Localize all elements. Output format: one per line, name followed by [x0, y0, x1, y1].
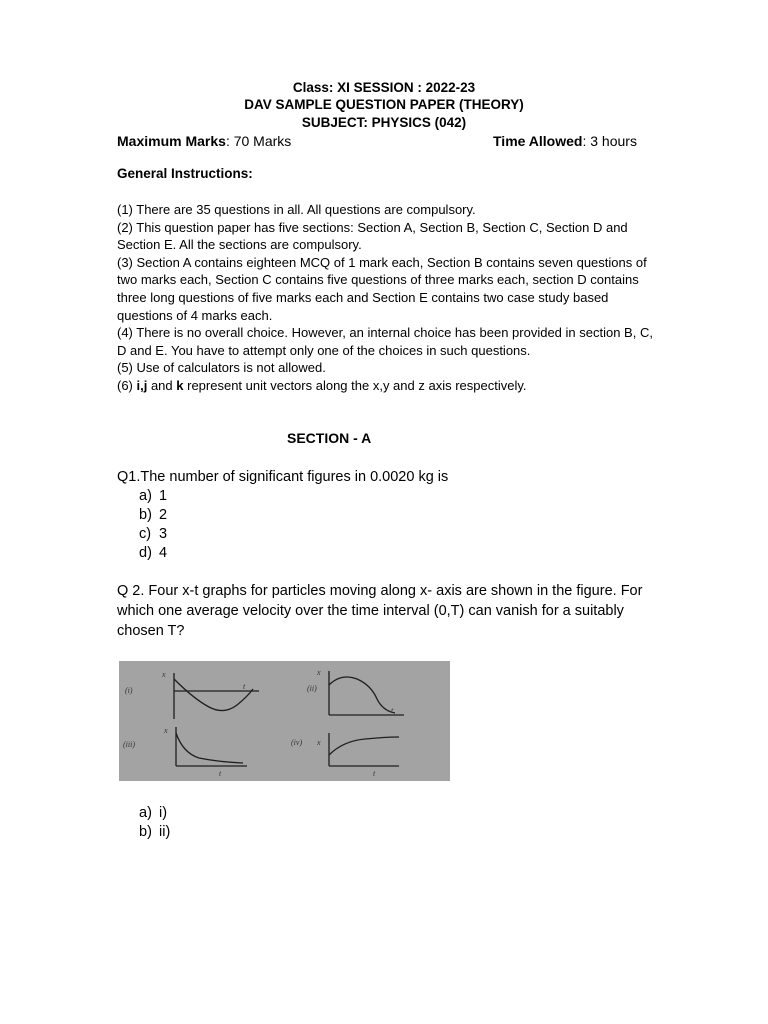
instruction-item: (4) There is no overall choice. However, an internal choice has been provided in section B, C, D and E. You have to attempt only one of the choices in such questions. — [117, 325, 653, 358]
option-key: b) — [139, 824, 152, 840]
instruction-item — [117, 377, 657, 395]
option-a — [139, 804, 170, 823]
header-subject: SUBJECT: PHYSICS (042) — [301, 115, 467, 130]
option-key: b) — [139, 507, 152, 523]
graph-i-x-label: x — [162, 670, 166, 679]
instructions-list — [117, 201, 657, 395]
option-b — [139, 506, 167, 525]
instruction-6-prefix: (6) — [117, 377, 137, 393]
option-value: ii) — [159, 824, 171, 840]
question-1-options — [139, 487, 167, 563]
option-d — [139, 544, 167, 563]
maximum-marks — [117, 133, 291, 149]
question-2-options — [139, 804, 170, 842]
general-instructions-title: General Instructions: — [117, 166, 253, 181]
option-a — [139, 487, 167, 506]
instruction-6-suffix: represent unit vectors along the x,y and z axis respectively. — [183, 377, 527, 393]
option-key: a) — [139, 805, 152, 821]
question-1-text: Q1.The number of significant figures in 0.0020 kg is — [117, 469, 449, 485]
option-value: 3 — [159, 526, 168, 542]
graph-iii-x-label: x — [164, 726, 168, 735]
option-value: 4 — [159, 545, 168, 561]
graph-iv-t-label: t — [373, 769, 376, 778]
option-key: c) — [139, 526, 152, 542]
maximum-marks-label: Maximum Marks — [117, 133, 226, 149]
instruction-6-mid: and — [147, 377, 177, 393]
option-key: a) — [139, 488, 152, 504]
option-c — [139, 525, 167, 544]
time-allowed-label: Time Allowed — [493, 133, 583, 149]
instruction-item: (5) Use of calculators is not allowed. — [117, 360, 326, 376]
instruction-item: (1) There are 35 questions in all. All questions are compulsory. — [117, 202, 476, 217]
header-class-session: Class: XI SESSION : 2022-23 — [292, 80, 476, 95]
option-value: 1 — [159, 488, 168, 504]
option-value: i) — [159, 805, 168, 821]
graph-i-label: (i) — [125, 686, 133, 695]
time-allowed-value: : 3 hours — [582, 133, 637, 149]
figure-background — [119, 661, 450, 781]
instruction-item: (2) This question paper has five sections: Section A, Section B, Section C, Section D and Section E. All the sections are compulsory. — [117, 219, 628, 253]
graph-i-t-label: t — [243, 682, 246, 691]
option-b — [139, 823, 170, 842]
option-key: d) — [139, 545, 152, 561]
graph-ii-t-label: t — [391, 706, 394, 715]
maximum-marks-value: : 70 Marks — [225, 133, 292, 149]
unit-vector-ij: i,j — [136, 377, 148, 393]
graph-iii-label: (iii) — [123, 740, 135, 749]
section-a-title: SECTION - A — [287, 430, 372, 446]
graph-iv-x-label: x — [317, 738, 321, 747]
graph-iii-t-label: t — [219, 769, 222, 778]
graph-ii-label: (ii) — [307, 684, 317, 693]
header-paper-title: DAV SAMPLE QUESTION PAPER (THEORY) — [244, 97, 524, 112]
graph-iv-label: (iv) — [291, 738, 303, 747]
graph-ii-x-label: x — [317, 668, 321, 677]
option-value: 2 — [159, 507, 168, 523]
xt-graphs-figure — [119, 661, 450, 781]
question-2-text: Q 2. Four x-t graphs for particles moving along x- axis are shown in the figure. For which one average velocity over the time interval (0,T) can vanish for a suitably chosen T? — [117, 583, 643, 639]
instruction-item: (3) Section A contains eighteen MCQ of 1 mark each, Section B contains seven questions of two marks each, Section C contains five questions of three marks each, section D contains three long questions of five marks each and Section E contains two case study based questions of 4 marks each. — [117, 254, 647, 323]
unit-vector-k: k — [176, 377, 184, 393]
time-allowed — [493, 133, 637, 149]
